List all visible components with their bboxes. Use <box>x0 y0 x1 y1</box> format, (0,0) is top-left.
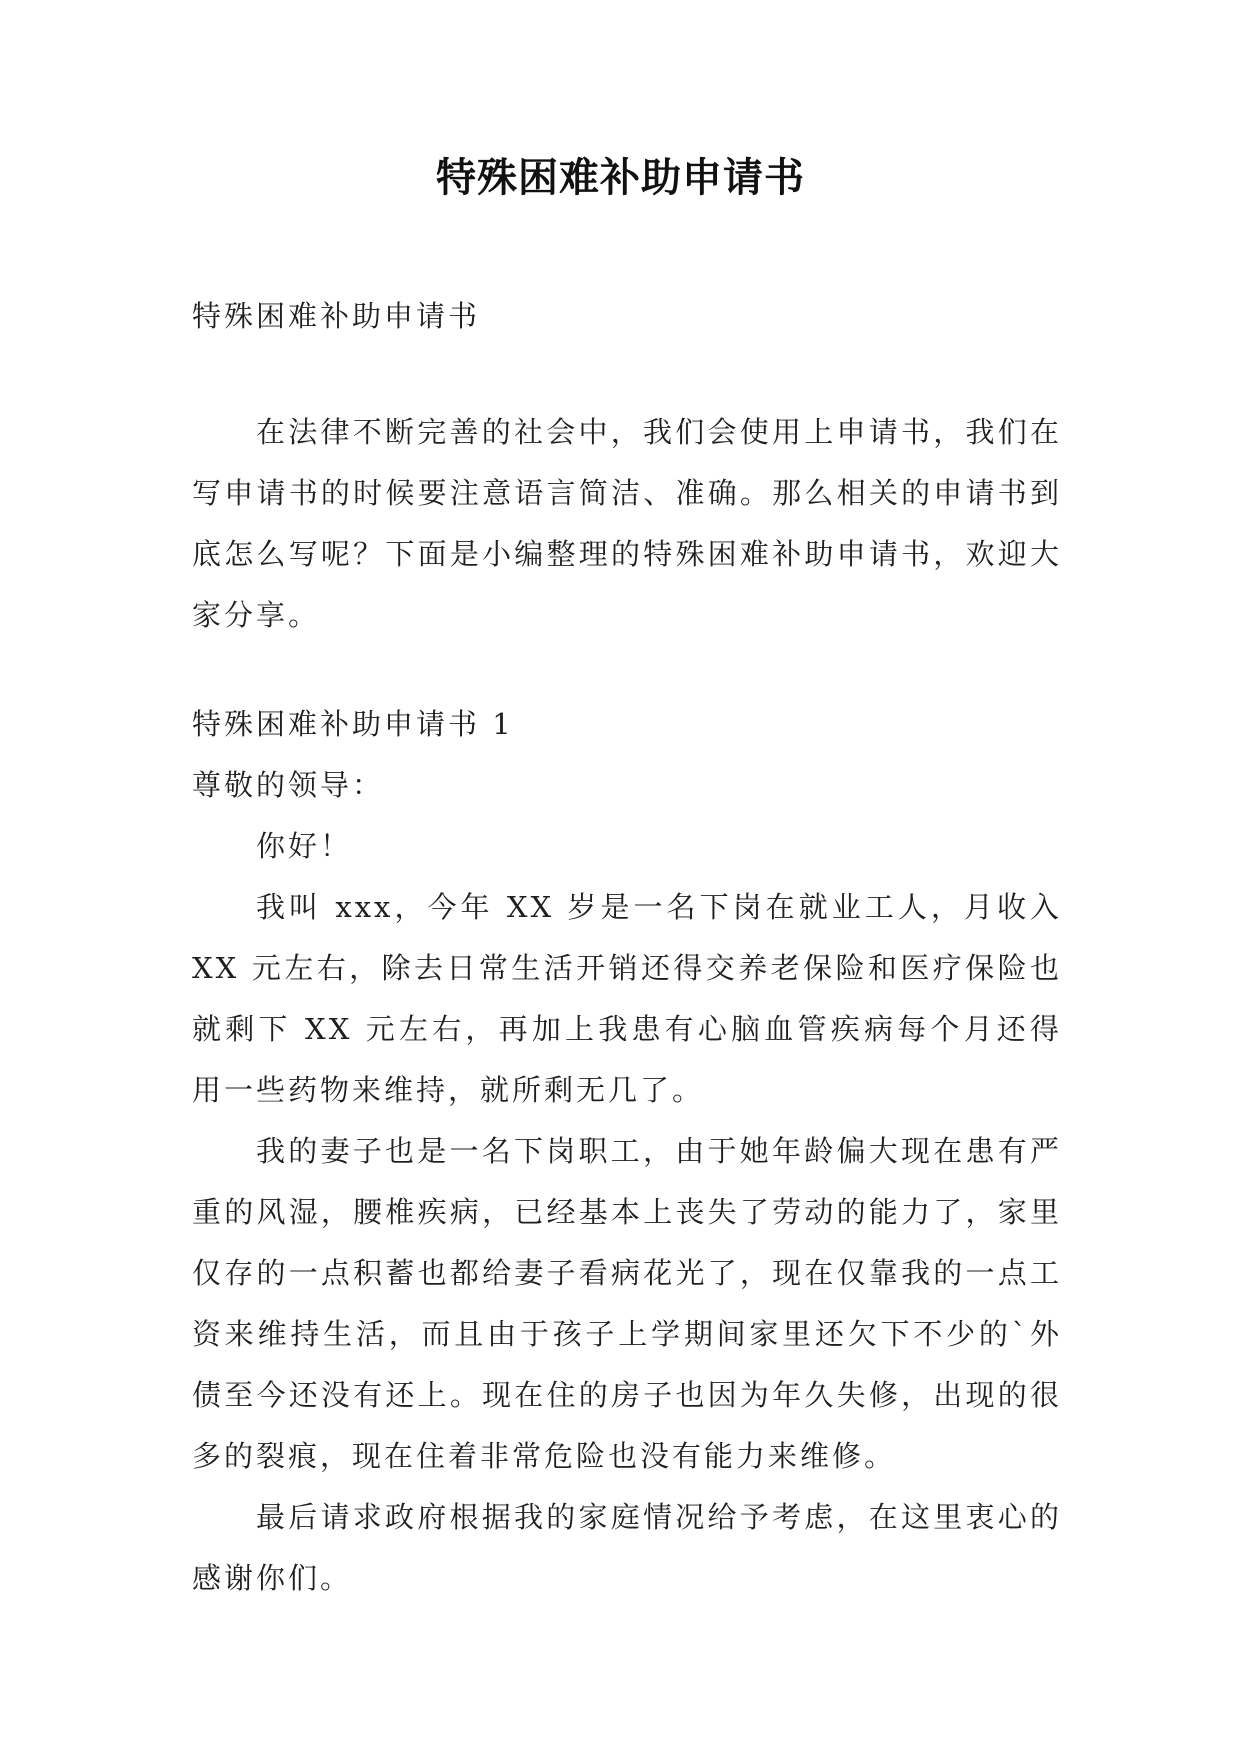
subheading: 特殊困难补助申请书 <box>192 299 481 333</box>
letter-paragraph: 我的妻子也是一名下岗职工，由于她年龄偏大现在患有严重的风湿，腰椎疾病，已经基本上丧失了劳动的能力了，家里仅存的一点积蓄也都给妻子看病花光了，现在仅靠我的一点工资来维持生活，而且由于孩子上学期间家里还欠下不少的`外债至今还没有还上。现在住的房子也因为年久失修，出现的很多的裂痕，现在住着非常危险也没有能力来维修。 <box>192 1134 1062 1473</box>
letter-salutation: 尊敬的领导： <box>192 768 385 802</box>
letter-greeting: 你好！ <box>256 829 353 863</box>
intro-paragraph: 在法律不断完善的社会中，我们会使用上申请书，我们在写申请书的时候要注意语言简洁、准确。那么相关的申请书到底怎么写呢？下面是小编整理的特殊困难补助申请书，欢迎大家分享。 <box>192 415 1062 632</box>
letter-heading: 特殊困难补助申请书 1 <box>192 707 514 741</box>
letter-paragraph: 我叫 xxx，今年 XX 岁是一名下岗在就业工人，月收入 XX 元左右，除去日常生活开销还得交养老保险和医疗保险也就剩下 XX 元左右，再加上我患有心脑血管疾病每个月还得用一些药物来维持，就所剩无几了。 <box>192 890 1062 1107</box>
letter-block <box>192 694 1062 1609</box>
document-title: 特殊困难补助申请书 <box>436 155 805 201</box>
letter-paragraph: 最后请求政府根据我的家庭情况给予考虑，在这里衷心的感谢你们。 <box>192 1500 1062 1595</box>
intro-block <box>192 402 1062 646</box>
subheading-block <box>192 286 1062 347</box>
